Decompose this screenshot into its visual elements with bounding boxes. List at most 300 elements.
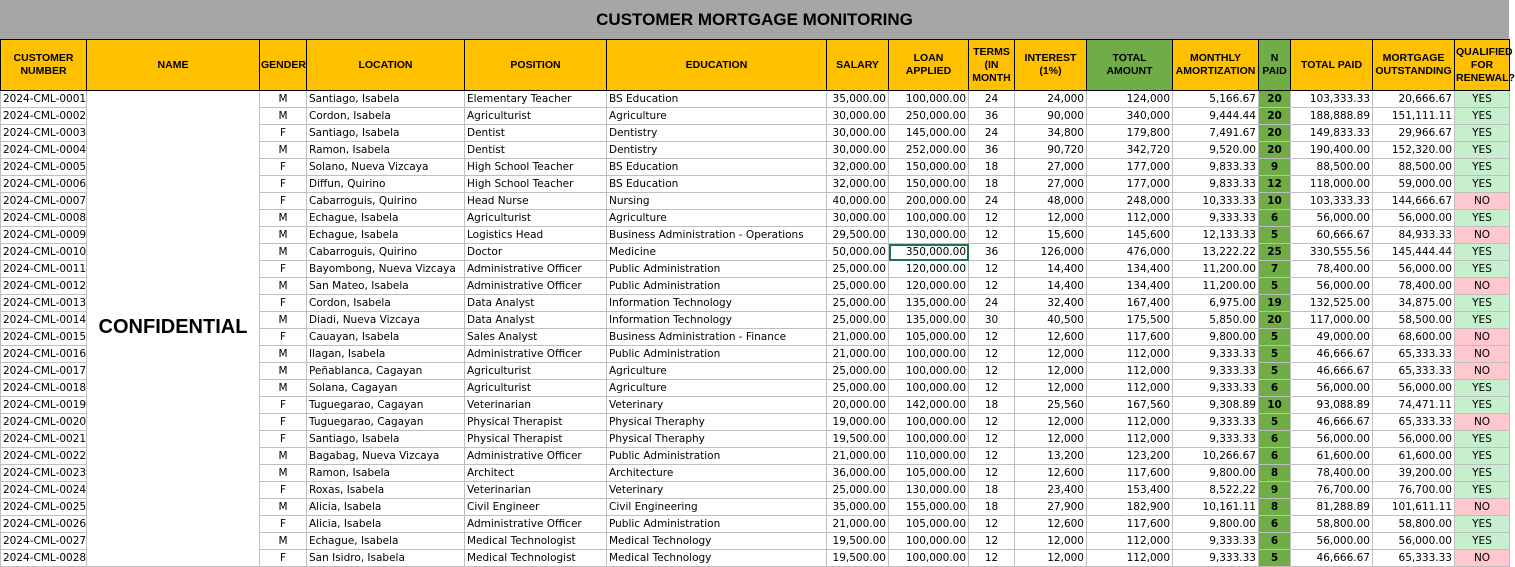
gender-cell[interactable]: F <box>260 193 307 210</box>
header-salary[interactable]: SALARY <box>827 40 889 91</box>
position-cell[interactable]: Agriculturist <box>465 210 607 227</box>
salary-cell[interactable]: 21,000.00 <box>827 516 889 533</box>
total-paid-cell[interactable]: 118,000.00 <box>1291 176 1373 193</box>
qualified-cell[interactable]: NO <box>1455 363 1510 380</box>
mortgage-outstanding-cell[interactable]: 65,333.33 <box>1373 550 1455 567</box>
total-amount-cell[interactable]: 112,000 <box>1087 414 1173 431</box>
customer-number-cell[interactable]: 2024-CML-0020 <box>1 414 87 431</box>
customer-number-cell[interactable]: 2024-CML-0028 <box>1 550 87 567</box>
n-paid-cell[interactable]: 7 <box>1259 261 1291 278</box>
total-amount-cell[interactable]: 177,000 <box>1087 176 1173 193</box>
education-cell[interactable]: BS Education <box>607 91 827 108</box>
header-total-amount[interactable]: TOTAL AMOUNT <box>1087 40 1173 91</box>
mortgage-outstanding-cell[interactable]: 56,000.00 <box>1373 533 1455 550</box>
total-paid-cell[interactable]: 46,666.67 <box>1291 363 1373 380</box>
salary-cell[interactable]: 19,500.00 <box>827 431 889 448</box>
qualified-cell[interactable]: YES <box>1455 397 1510 414</box>
education-cell[interactable]: Public Administration <box>607 261 827 278</box>
interest-cell[interactable]: 90,000 <box>1015 108 1087 125</box>
position-cell[interactable]: Veterinarian <box>465 482 607 499</box>
loan-applied-cell[interactable]: 100,000.00 <box>889 533 969 550</box>
n-paid-cell[interactable]: 6 <box>1259 448 1291 465</box>
location-cell[interactable]: Echague, Isabela <box>307 210 465 227</box>
total-paid-cell[interactable]: 49,000.00 <box>1291 329 1373 346</box>
terms-cell[interactable]: 36 <box>969 142 1015 159</box>
qualified-cell[interactable]: NO <box>1455 499 1510 516</box>
interest-cell[interactable]: 126,000 <box>1015 244 1087 261</box>
n-paid-cell[interactable]: 19 <box>1259 295 1291 312</box>
n-paid-cell[interactable]: 12 <box>1259 176 1291 193</box>
loan-applied-cell[interactable]: 350,000.00 <box>889 244 969 261</box>
monthly-amortization-cell[interactable]: 9,333.33 <box>1173 414 1259 431</box>
n-paid-cell[interactable]: 5 <box>1259 278 1291 295</box>
loan-applied-cell[interactable]: 200,000.00 <box>889 193 969 210</box>
gender-cell[interactable]: M <box>260 312 307 329</box>
education-cell[interactable]: Nursing <box>607 193 827 210</box>
total-paid-cell[interactable]: 132,525.00 <box>1291 295 1373 312</box>
terms-cell[interactable]: 12 <box>969 261 1015 278</box>
terms-cell[interactable]: 36 <box>969 108 1015 125</box>
qualified-cell[interactable]: YES <box>1455 516 1510 533</box>
mortgage-outstanding-cell[interactable]: 76,700.00 <box>1373 482 1455 499</box>
gender-cell[interactable]: F <box>260 125 307 142</box>
position-cell[interactable]: Dentist <box>465 142 607 159</box>
mortgage-outstanding-cell[interactable]: 34,875.00 <box>1373 295 1455 312</box>
qualified-cell[interactable]: NO <box>1455 346 1510 363</box>
qualified-cell[interactable]: YES <box>1455 108 1510 125</box>
education-cell[interactable]: Veterinary <box>607 482 827 499</box>
interest-cell[interactable]: 27,000 <box>1015 159 1087 176</box>
qualified-cell[interactable]: NO <box>1455 193 1510 210</box>
monthly-amortization-cell[interactable]: 12,133.33 <box>1173 227 1259 244</box>
total-paid-cell[interactable]: 46,666.67 <box>1291 550 1373 567</box>
loan-applied-cell[interactable]: 252,000.00 <box>889 142 969 159</box>
mortgage-outstanding-cell[interactable]: 65,333.33 <box>1373 346 1455 363</box>
salary-cell[interactable]: 25,000.00 <box>827 482 889 499</box>
monthly-amortization-cell[interactable]: 9,833.33 <box>1173 176 1259 193</box>
monthly-amortization-cell[interactable]: 10,161.11 <box>1173 499 1259 516</box>
total-paid-cell[interactable]: 81,288.89 <box>1291 499 1373 516</box>
total-paid-cell[interactable]: 56,000.00 <box>1291 210 1373 227</box>
monthly-amortization-cell[interactable]: 9,444.44 <box>1173 108 1259 125</box>
terms-cell[interactable]: 24 <box>969 193 1015 210</box>
qualified-cell[interactable]: YES <box>1455 533 1510 550</box>
mortgage-outstanding-cell[interactable]: 68,600.00 <box>1373 329 1455 346</box>
customer-number-cell[interactable]: 2024-CML-0009 <box>1 227 87 244</box>
education-cell[interactable]: Physical Theraphy <box>607 431 827 448</box>
total-amount-cell[interactable]: 145,600 <box>1087 227 1173 244</box>
salary-cell[interactable]: 32,000.00 <box>827 159 889 176</box>
loan-applied-cell[interactable]: 145,000.00 <box>889 125 969 142</box>
gender-cell[interactable]: M <box>260 380 307 397</box>
salary-cell[interactable]: 19,500.00 <box>827 533 889 550</box>
interest-cell[interactable]: 12,000 <box>1015 210 1087 227</box>
terms-cell[interactable]: 30 <box>969 312 1015 329</box>
salary-cell[interactable]: 36,000.00 <box>827 465 889 482</box>
customer-number-cell[interactable]: 2024-CML-0024 <box>1 482 87 499</box>
interest-cell[interactable]: 14,400 <box>1015 278 1087 295</box>
terms-cell[interactable]: 12 <box>969 516 1015 533</box>
monthly-amortization-cell[interactable]: 9,333.33 <box>1173 346 1259 363</box>
salary-cell[interactable]: 30,000.00 <box>827 142 889 159</box>
qualified-cell[interactable]: YES <box>1455 448 1510 465</box>
location-cell[interactable]: Cabarroguis, Quirino <box>307 193 465 210</box>
customer-number-cell[interactable]: 2024-CML-0011 <box>1 261 87 278</box>
total-paid-cell[interactable]: 56,000.00 <box>1291 380 1373 397</box>
salary-cell[interactable]: 21,000.00 <box>827 346 889 363</box>
mortgage-outstanding-cell[interactable]: 56,000.00 <box>1373 261 1455 278</box>
interest-cell[interactable]: 12,000 <box>1015 533 1087 550</box>
gender-cell[interactable]: M <box>260 533 307 550</box>
interest-cell[interactable]: 12,600 <box>1015 516 1087 533</box>
total-amount-cell[interactable]: 342,720 <box>1087 142 1173 159</box>
n-paid-cell[interactable]: 6 <box>1259 210 1291 227</box>
gender-cell[interactable]: F <box>260 176 307 193</box>
interest-cell[interactable]: 24,000 <box>1015 91 1087 108</box>
total-amount-cell[interactable]: 124,000 <box>1087 91 1173 108</box>
total-amount-cell[interactable]: 167,560 <box>1087 397 1173 414</box>
total-amount-cell[interactable]: 167,400 <box>1087 295 1173 312</box>
location-cell[interactable]: Diffun, Quirino <box>307 176 465 193</box>
qualified-cell[interactable]: YES <box>1455 261 1510 278</box>
location-cell[interactable]: Tuguegarao, Cagayan <box>307 397 465 414</box>
monthly-amortization-cell[interactable]: 9,308.89 <box>1173 397 1259 414</box>
total-paid-cell[interactable]: 88,500.00 <box>1291 159 1373 176</box>
monthly-amortization-cell[interactable]: 11,200.00 <box>1173 278 1259 295</box>
monthly-amortization-cell[interactable]: 8,522.22 <box>1173 482 1259 499</box>
education-cell[interactable]: Public Administration <box>607 516 827 533</box>
loan-applied-cell[interactable]: 150,000.00 <box>889 176 969 193</box>
gender-cell[interactable]: M <box>260 278 307 295</box>
terms-cell[interactable]: 12 <box>969 380 1015 397</box>
salary-cell[interactable]: 25,000.00 <box>827 363 889 380</box>
terms-cell[interactable]: 18 <box>969 499 1015 516</box>
salary-cell[interactable]: 25,000.00 <box>827 312 889 329</box>
n-paid-cell[interactable]: 5 <box>1259 414 1291 431</box>
terms-cell[interactable]: 12 <box>969 329 1015 346</box>
location-cell[interactable]: Roxas, Isabela <box>307 482 465 499</box>
loan-applied-cell[interactable]: 110,000.00 <box>889 448 969 465</box>
customer-number-cell[interactable]: 2024-CML-0010 <box>1 244 87 261</box>
salary-cell[interactable]: 40,000.00 <box>827 193 889 210</box>
mortgage-outstanding-cell[interactable]: 101,611.11 <box>1373 499 1455 516</box>
n-paid-cell[interactable]: 5 <box>1259 346 1291 363</box>
mortgage-outstanding-cell[interactable]: 20,666.67 <box>1373 91 1455 108</box>
monthly-amortization-cell[interactable]: 10,333.33 <box>1173 193 1259 210</box>
total-paid-cell[interactable]: 93,088.89 <box>1291 397 1373 414</box>
customer-number-cell[interactable]: 2024-CML-0007 <box>1 193 87 210</box>
total-paid-cell[interactable]: 190,400.00 <box>1291 142 1373 159</box>
mortgage-outstanding-cell[interactable]: 151,111.11 <box>1373 108 1455 125</box>
customer-number-cell[interactable]: 2024-CML-0015 <box>1 329 87 346</box>
education-cell[interactable]: Agriculture <box>607 380 827 397</box>
position-cell[interactable]: Administrative Officer <box>465 261 607 278</box>
qualified-cell[interactable]: YES <box>1455 142 1510 159</box>
customer-number-cell[interactable]: 2024-CML-0026 <box>1 516 87 533</box>
position-cell[interactable]: Medical Technologist <box>465 533 607 550</box>
interest-cell[interactable]: 13,200 <box>1015 448 1087 465</box>
mortgage-outstanding-cell[interactable]: 56,000.00 <box>1373 210 1455 227</box>
location-cell[interactable]: Ramon, Isabela <box>307 465 465 482</box>
interest-cell[interactable]: 12,600 <box>1015 465 1087 482</box>
total-amount-cell[interactable]: 340,000 <box>1087 108 1173 125</box>
location-cell[interactable]: Cabarroguis, Quirino <box>307 244 465 261</box>
terms-cell[interactable]: 18 <box>969 159 1015 176</box>
n-paid-cell[interactable]: 6 <box>1259 431 1291 448</box>
n-paid-cell[interactable]: 5 <box>1259 363 1291 380</box>
total-amount-cell[interactable]: 182,900 <box>1087 499 1173 516</box>
education-cell[interactable]: Agriculture <box>607 363 827 380</box>
terms-cell[interactable]: 12 <box>969 278 1015 295</box>
terms-cell[interactable]: 36 <box>969 244 1015 261</box>
qualified-cell[interactable]: NO <box>1455 227 1510 244</box>
loan-applied-cell[interactable]: 100,000.00 <box>889 346 969 363</box>
qualified-cell[interactable]: YES <box>1455 312 1510 329</box>
n-paid-cell[interactable]: 20 <box>1259 108 1291 125</box>
location-cell[interactable]: Cordon, Isabela <box>307 108 465 125</box>
gender-cell[interactable]: M <box>260 108 307 125</box>
header-n-paid[interactable]: N PAID <box>1259 40 1291 91</box>
n-paid-cell[interactable]: 25 <box>1259 244 1291 261</box>
position-cell[interactable]: Logistics Head <box>465 227 607 244</box>
total-amount-cell[interactable]: 248,000 <box>1087 193 1173 210</box>
header-mortgage-outstanding[interactable]: MORTGAGE OUTSTANDING <box>1373 40 1455 91</box>
n-paid-cell[interactable]: 5 <box>1259 227 1291 244</box>
customer-number-cell[interactable]: 2024-CML-0001 <box>1 91 87 108</box>
total-paid-cell[interactable]: 330,555.56 <box>1291 244 1373 261</box>
interest-cell[interactable]: 40,500 <box>1015 312 1087 329</box>
education-cell[interactable]: Public Administration <box>607 346 827 363</box>
terms-cell[interactable]: 12 <box>969 227 1015 244</box>
total-amount-cell[interactable]: 112,000 <box>1087 363 1173 380</box>
customer-number-cell[interactable]: 2024-CML-0013 <box>1 295 87 312</box>
location-cell[interactable]: Santiago, Isabela <box>307 431 465 448</box>
position-cell[interactable]: Sales Analyst <box>465 329 607 346</box>
education-cell[interactable]: Dentistry <box>607 125 827 142</box>
interest-cell[interactable]: 34,800 <box>1015 125 1087 142</box>
n-paid-cell[interactable]: 5 <box>1259 550 1291 567</box>
terms-cell[interactable]: 24 <box>969 295 1015 312</box>
monthly-amortization-cell[interactable]: 9,800.00 <box>1173 329 1259 346</box>
monthly-amortization-cell[interactable]: 13,222.22 <box>1173 244 1259 261</box>
interest-cell[interactable]: 12,000 <box>1015 431 1087 448</box>
terms-cell[interactable]: 12 <box>969 550 1015 567</box>
education-cell[interactable]: Agriculture <box>607 108 827 125</box>
total-amount-cell[interactable]: 112,000 <box>1087 380 1173 397</box>
qualified-cell[interactable]: NO <box>1455 414 1510 431</box>
header-qualified[interactable]: QUALIFIED FOR RENEWAL? <box>1455 40 1510 91</box>
interest-cell[interactable]: 14,400 <box>1015 261 1087 278</box>
location-cell[interactable]: Solana, Cagayan <box>307 380 465 397</box>
location-cell[interactable]: San Mateo, Isabela <box>307 278 465 295</box>
qualified-cell[interactable]: NO <box>1455 550 1510 567</box>
loan-applied-cell[interactable]: 250,000.00 <box>889 108 969 125</box>
loan-applied-cell[interactable]: 155,000.00 <box>889 499 969 516</box>
monthly-amortization-cell[interactable]: 11,200.00 <box>1173 261 1259 278</box>
education-cell[interactable]: Dentistry <box>607 142 827 159</box>
mortgage-outstanding-cell[interactable]: 56,000.00 <box>1373 380 1455 397</box>
interest-cell[interactable]: 27,900 <box>1015 499 1087 516</box>
gender-cell[interactable]: F <box>260 397 307 414</box>
salary-cell[interactable]: 30,000.00 <box>827 125 889 142</box>
interest-cell[interactable]: 12,000 <box>1015 414 1087 431</box>
total-paid-cell[interactable]: 56,000.00 <box>1291 278 1373 295</box>
n-paid-cell[interactable]: 20 <box>1259 312 1291 329</box>
interest-cell[interactable]: 27,000 <box>1015 176 1087 193</box>
monthly-amortization-cell[interactable]: 9,833.33 <box>1173 159 1259 176</box>
customer-number-cell[interactable]: 2024-CML-0014 <box>1 312 87 329</box>
position-cell[interactable]: Civil Engineer <box>465 499 607 516</box>
position-cell[interactable]: Physical Therapist <box>465 414 607 431</box>
customer-number-cell[interactable]: 2024-CML-0021 <box>1 431 87 448</box>
total-amount-cell[interactable]: 112,000 <box>1087 550 1173 567</box>
position-cell[interactable]: Medical Technologist <box>465 550 607 567</box>
mortgage-outstanding-cell[interactable]: 61,600.00 <box>1373 448 1455 465</box>
total-paid-cell[interactable]: 117,000.00 <box>1291 312 1373 329</box>
loan-applied-cell[interactable]: 105,000.00 <box>889 516 969 533</box>
position-cell[interactable]: Physical Therapist <box>465 431 607 448</box>
interest-cell[interactable]: 12,000 <box>1015 380 1087 397</box>
education-cell[interactable]: Public Administration <box>607 278 827 295</box>
n-paid-cell[interactable]: 5 <box>1259 329 1291 346</box>
terms-cell[interactable]: 24 <box>969 125 1015 142</box>
education-cell[interactable]: Civil Engineering <box>607 499 827 516</box>
qualified-cell[interactable]: NO <box>1455 278 1510 295</box>
loan-applied-cell[interactable]: 130,000.00 <box>889 227 969 244</box>
gender-cell[interactable]: M <box>260 91 307 108</box>
mortgage-outstanding-cell[interactable]: 78,400.00 <box>1373 278 1455 295</box>
position-cell[interactable]: Doctor <box>465 244 607 261</box>
total-amount-cell[interactable]: 123,200 <box>1087 448 1173 465</box>
terms-cell[interactable]: 12 <box>969 448 1015 465</box>
loan-applied-cell[interactable]: 120,000.00 <box>889 261 969 278</box>
customer-number-cell[interactable]: 2024-CML-0003 <box>1 125 87 142</box>
loan-applied-cell[interactable]: 130,000.00 <box>889 482 969 499</box>
loan-applied-cell[interactable]: 120,000.00 <box>889 278 969 295</box>
loan-applied-cell[interactable]: 100,000.00 <box>889 414 969 431</box>
total-paid-cell[interactable]: 60,666.67 <box>1291 227 1373 244</box>
interest-cell[interactable]: 12,600 <box>1015 329 1087 346</box>
position-cell[interactable]: Dentist <box>465 125 607 142</box>
position-cell[interactable]: Veterinarian <box>465 397 607 414</box>
position-cell[interactable]: Agriculturist <box>465 380 607 397</box>
gender-cell[interactable]: F <box>260 159 307 176</box>
monthly-amortization-cell[interactable]: 9,800.00 <box>1173 465 1259 482</box>
total-paid-cell[interactable]: 61,600.00 <box>1291 448 1373 465</box>
position-cell[interactable]: Agriculturist <box>465 108 607 125</box>
position-cell[interactable]: Data Analyst <box>465 312 607 329</box>
loan-applied-cell[interactable]: 100,000.00 <box>889 550 969 567</box>
education-cell[interactable]: Medical Technology <box>607 550 827 567</box>
total-paid-cell[interactable]: 149,833.33 <box>1291 125 1373 142</box>
salary-cell[interactable]: 32,000.00 <box>827 176 889 193</box>
n-paid-cell[interactable]: 6 <box>1259 516 1291 533</box>
monthly-amortization-cell[interactable]: 7,491.67 <box>1173 125 1259 142</box>
monthly-amortization-cell[interactable]: 6,975.00 <box>1173 295 1259 312</box>
total-amount-cell[interactable]: 112,000 <box>1087 431 1173 448</box>
education-cell[interactable]: Veterinary <box>607 397 827 414</box>
position-cell[interactable]: High School Teacher <box>465 159 607 176</box>
total-amount-cell[interactable]: 112,000 <box>1087 346 1173 363</box>
total-paid-cell[interactable]: 46,666.67 <box>1291 414 1373 431</box>
total-amount-cell[interactable]: 117,600 <box>1087 329 1173 346</box>
customer-number-cell[interactable]: 2024-CML-0016 <box>1 346 87 363</box>
mortgage-outstanding-cell[interactable]: 88,500.00 <box>1373 159 1455 176</box>
location-cell[interactable]: Echague, Isabela <box>307 227 465 244</box>
education-cell[interactable]: Medicine <box>607 244 827 261</box>
salary-cell[interactable]: 19,500.00 <box>827 550 889 567</box>
gender-cell[interactable]: M <box>260 142 307 159</box>
education-cell[interactable]: Physical Theraphy <box>607 414 827 431</box>
location-cell[interactable]: Solano, Nueva Vizcaya <box>307 159 465 176</box>
loan-applied-cell[interactable]: 100,000.00 <box>889 380 969 397</box>
mortgage-outstanding-cell[interactable]: 144,666.67 <box>1373 193 1455 210</box>
qualified-cell[interactable]: YES <box>1455 465 1510 482</box>
header-interest[interactable]: INTEREST (1%) <box>1015 40 1087 91</box>
n-paid-cell[interactable]: 6 <box>1259 533 1291 550</box>
customer-number-cell[interactable]: 2024-CML-0006 <box>1 176 87 193</box>
salary-cell[interactable]: 25,000.00 <box>827 261 889 278</box>
loan-applied-cell[interactable]: 100,000.00 <box>889 91 969 108</box>
total-amount-cell[interactable]: 134,400 <box>1087 278 1173 295</box>
interest-cell[interactable]: 23,400 <box>1015 482 1087 499</box>
loan-applied-cell[interactable]: 105,000.00 <box>889 465 969 482</box>
customer-number-cell[interactable]: 2024-CML-0012 <box>1 278 87 295</box>
total-paid-cell[interactable]: 58,800.00 <box>1291 516 1373 533</box>
total-amount-cell[interactable]: 134,400 <box>1087 261 1173 278</box>
mortgage-outstanding-cell[interactable]: 74,471.11 <box>1373 397 1455 414</box>
n-paid-cell[interactable]: 6 <box>1259 380 1291 397</box>
n-paid-cell[interactable]: 8 <box>1259 499 1291 516</box>
gender-cell[interactable]: M <box>260 210 307 227</box>
gender-cell[interactable]: F <box>260 431 307 448</box>
total-amount-cell[interactable]: 175,500 <box>1087 312 1173 329</box>
terms-cell[interactable]: 12 <box>969 431 1015 448</box>
header-customer-number[interactable]: CUSTOMER NUMBER <box>1 40 87 91</box>
location-cell[interactable]: Alicia, Isabela <box>307 516 465 533</box>
monthly-amortization-cell[interactable]: 5,166.67 <box>1173 91 1259 108</box>
interest-cell[interactable]: 48,000 <box>1015 193 1087 210</box>
customer-number-cell[interactable]: 2024-CML-0008 <box>1 210 87 227</box>
customer-number-cell[interactable]: 2024-CML-0025 <box>1 499 87 516</box>
name-column-redacted[interactable] <box>87 91 260 567</box>
total-paid-cell[interactable]: 78,400.00 <box>1291 261 1373 278</box>
terms-cell[interactable]: 12 <box>969 346 1015 363</box>
location-cell[interactable]: Cordon, Isabela <box>307 295 465 312</box>
n-paid-cell[interactable]: 9 <box>1259 482 1291 499</box>
n-paid-cell[interactable]: 9 <box>1259 159 1291 176</box>
mortgage-outstanding-cell[interactable]: 56,000.00 <box>1373 431 1455 448</box>
education-cell[interactable]: Medical Technology <box>607 533 827 550</box>
interest-cell[interactable]: 12,000 <box>1015 550 1087 567</box>
position-cell[interactable]: Administrative Officer <box>465 516 607 533</box>
location-cell[interactable]: Bagabag, Nueva Vizcaya <box>307 448 465 465</box>
monthly-amortization-cell[interactable]: 9,333.33 <box>1173 363 1259 380</box>
gender-cell[interactable]: F <box>260 261 307 278</box>
salary-cell[interactable]: 21,000.00 <box>827 329 889 346</box>
monthly-amortization-cell[interactable]: 10,266.67 <box>1173 448 1259 465</box>
qualified-cell[interactable]: YES <box>1455 431 1510 448</box>
location-cell[interactable]: Ilagan, Isabela <box>307 346 465 363</box>
total-paid-cell[interactable]: 103,333.33 <box>1291 193 1373 210</box>
gender-cell[interactable]: F <box>260 329 307 346</box>
customer-number-cell[interactable]: 2024-CML-0019 <box>1 397 87 414</box>
total-amount-cell[interactable]: 179,800 <box>1087 125 1173 142</box>
terms-cell[interactable]: 12 <box>969 465 1015 482</box>
location-cell[interactable]: Tuguegarao, Cagayan <box>307 414 465 431</box>
terms-cell[interactable]: 24 <box>969 91 1015 108</box>
interest-cell[interactable]: 25,560 <box>1015 397 1087 414</box>
